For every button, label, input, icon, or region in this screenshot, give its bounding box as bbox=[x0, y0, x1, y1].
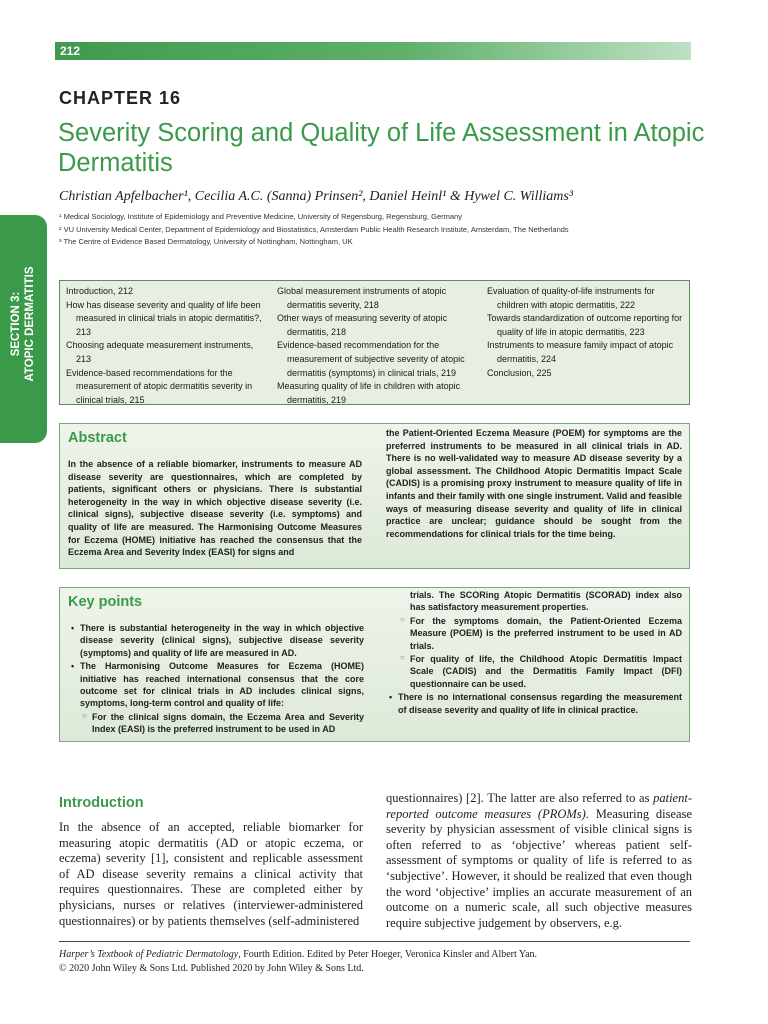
sub-bullet-icon: ○ bbox=[400, 614, 405, 624]
chapter-title: Severity Scoring and Quality of Life Assessment in Atopic Dermatitis bbox=[58, 119, 705, 177]
toc-entry[interactable]: Choosing adequate measurement instruments, 213 bbox=[66, 340, 254, 364]
abstract-text-right: the Patient-Oriented Eczema Measure (POEM) for symptoms are the preferred instruments to be measured in all clinical trials in AD. There is no well-validated way to measure AD disease severity by a global assessment. The Childhood Atopic Dermatitis Impact Scale (CADIS) is a promising proxy instrument to measure quality of life in infants and their family with one single instrument. Valid and feasible ways of measuring disease severity and quality of life in clinical practice are unclear; guidance should be sought from the recommendations for clinical trials for the time being. bbox=[386, 428, 682, 539]
toc-entry[interactable]: Evaluation of quality-of-life instruments for children with atopic dermatitis, 222 bbox=[487, 286, 655, 310]
footer-divider bbox=[59, 941, 690, 942]
list-item: ○ For quality of life, the Childhood Atopic Dermatitis Impact Scale (CADIS) and the Dermatitis Family Impact (DFI) questionnaire can be used. bbox=[400, 653, 682, 689]
abstract-box bbox=[59, 423, 690, 569]
chapter-label: CHAPTER 16 bbox=[59, 88, 182, 108]
list-item: • The Harmonising Outcome Measures for Eczema (HOME) initiative has reached international consensus that the core outcome set for clinical trials in AD includes clinical signs, symptoms, long-term control and quality of life: bbox=[71, 661, 364, 709]
introduction-column-2: questionnaires) [2]. The latter are also referred to as patient-reported outcome measures (PROMs). Measuring disease severity by physician assessment of visible clinical signs is often referred to as ‘objective’ whereas patient self-assessment of symptoms or quality of life is referred to as ‘subjective’. However, it should be realized that even though the word ‘objective’ implies an accurate measurement of an outcome on a numeric scale, all such objective measures require subjective judgement by observers, e.g. bbox=[386, 791, 692, 930]
list-item: trials. The SCORing Atopic Dermatitis (SCORAD) index also has satisfactory measurement properties. bbox=[410, 590, 682, 613]
list-item: ○ For the clinical signs domain, the Eczema Area and Severity Index (EASI) is the preferred instrument to be used in AD bbox=[82, 710, 364, 735]
toc-entry[interactable]: How has disease severity and quality of life been measured in clinical trials in atopic dermatitis?, 213 bbox=[66, 299, 262, 337]
affiliation-3: ³ The Centre of Evidence Based Dermatology, University of Nottingham, Nottingham, UK bbox=[59, 237, 353, 246]
sub-bullet-icon: ○ bbox=[82, 710, 87, 720]
key-points-right bbox=[386, 589, 682, 717]
bullet-icon: • bbox=[71, 623, 75, 633]
abstract-text-left: In the absence of a reliable biomarker, instruments to measure AD disease severity are questionnaires, which are completed by patients, significant others or physicians. There is substantial heterogeneity in the way in which objective disease severity (i.e. clinical signs), subjective disease severity (i.e. symptoms) and quality of life are measured. The Harmonising Outcome Measures for Eczema (HOME) initiative has reached the consensus that the Eczema Area and Severity Index (EASI) for signs and bbox=[68, 459, 362, 558]
list-item: • There is no international consensus regarding the measurement of disease severity and quality of life in clinical practice. bbox=[389, 692, 682, 715]
table-of-contents bbox=[59, 280, 690, 405]
key-points-box bbox=[59, 587, 690, 742]
book-title: Harper’s Textbook of Pediatric Dermatology bbox=[59, 949, 239, 960]
footer bbox=[59, 948, 690, 975]
toc-column-1 bbox=[66, 285, 266, 407]
edition-info: , Fourth Edition. Edited by Peter Hoeger, Veronica Kinsler and Albert Yan. bbox=[238, 949, 538, 960]
abstract-heading: Abstract bbox=[68, 430, 127, 446]
introduction-heading: Introduction bbox=[59, 795, 144, 811]
authors: Christian Apfelbacher¹, Cecilia A.C. (Sanna) Prinsen², Daniel Heinl¹ & Hywel C. Williams³ bbox=[59, 189, 574, 204]
toc-column-3 bbox=[487, 285, 685, 380]
toc-entry[interactable]: Measuring quality of life in children with atopic dermatitis, 219 bbox=[277, 381, 461, 405]
toc-entry[interactable]: Evidence-based recommendations for the measurement of atopic dermatitis severity in clinical trials, 215 bbox=[66, 367, 253, 405]
toc-column-2 bbox=[277, 285, 477, 407]
copyright: © 2020 John Wiley & Sons Ltd. Published 2020 by John Wiley & Sons Ltd. bbox=[59, 962, 364, 974]
toc-entry[interactable]: Towards standardization of outcome reporting for quality of life in atopic dermatitis, 223 bbox=[487, 313, 683, 337]
bullet-icon: • bbox=[71, 661, 75, 672]
page-number: 212 bbox=[60, 44, 81, 58]
page-header-bar bbox=[55, 42, 691, 60]
key-points-left bbox=[68, 622, 364, 737]
list-item: ○ For the symptoms domain, the Patient-Oriented Eczema Measure (POEM) is the preferred instrument to be used in AD trials. bbox=[400, 614, 682, 651]
affiliation-2: ² VU University Medical Center, Department of Epidemiology and Biostatistics, Amsterdam Public Health Research Institute, Amsterdam, The Netherlands bbox=[59, 224, 569, 234]
toc-entry[interactable]: Conclusion, 225 bbox=[487, 367, 552, 378]
introduction-column-1: In the absence of an accepted, reliable biomarker for measuring atopic dermatitis (AD or atopic eczema, or eczema) severity [1], consistent and replicable assessment of AD disease severity remains a clinical activity that requires questionnaires. These are completed either by physicians, nurses or relatives (interviewer-administered questionnaires) or by patients themselves (self-administered bbox=[59, 820, 363, 928]
section-tab-line-1: SECTION 3: bbox=[10, 291, 22, 357]
toc-entry[interactable]: Instruments to measure family impact of atopic dermatitis, 224 bbox=[487, 340, 674, 364]
section-tab-line-2: ATOPIC DERMATITIS bbox=[24, 266, 36, 382]
italic-term: patient-reported outcome measures (PROMs). bbox=[386, 791, 692, 821]
toc-entry[interactable]: Evidence-based recommendation for the measurement of subjective severity of atopic dermatitis (symptoms) in clinical trials, 219 bbox=[277, 340, 465, 378]
sub-bullet-icon: ○ bbox=[400, 653, 405, 663]
toc-entry[interactable]: Global measurement instruments of atopic dermatitis severity, 218 bbox=[277, 286, 447, 310]
list-item: • There is substantial heterogeneity in the way in which objective disease severity (clinical signs), subjective disease severity (symptoms) and quality of life are measured in AD. bbox=[71, 623, 364, 658]
toc-entry[interactable]: Other ways of measuring severity of atopic dermatitis, 218 bbox=[277, 313, 448, 337]
affiliations bbox=[59, 211, 709, 249]
section-tab bbox=[0, 215, 47, 443]
affiliation-1: ¹ Medical Sociology, Institute of Epidemiology and Preventive Medicine, University of Regensburg, Regensburg, Germany bbox=[59, 212, 462, 221]
key-points-heading: Key points bbox=[68, 594, 143, 610]
bullet-icon: • bbox=[389, 692, 393, 703]
toc-entry[interactable]: Introduction, 212 bbox=[66, 286, 134, 296]
